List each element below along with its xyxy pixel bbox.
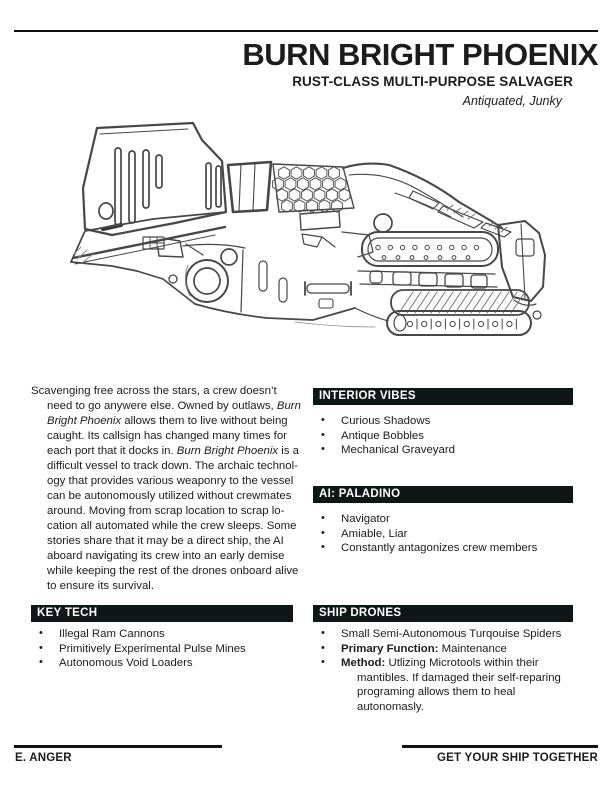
ship-tagline: Antiquated, Junky	[462, 94, 562, 108]
bullet-item	[39, 642, 293, 657]
text-line: • Mechanical Graveyard	[341, 444, 455, 457]
page-title: BURN BRIGHT PHOENIX	[242, 37, 598, 72]
text-line: autonomasly.	[357, 700, 424, 713]
text-line: need to go anywere else. Owned by outlaws, Burn	[47, 400, 301, 412]
ship-class-subtitle: RUST-CLASS MULTI-PURPOSE SALVAGER	[292, 74, 573, 89]
text-line: Scavenging free across the stars, a crew doesn’t	[31, 385, 277, 397]
footer-author: E. ANGER	[15, 752, 72, 764]
text-line: • Amiable, Liar	[341, 527, 408, 540]
text-line: stories share that it may be a direct ship, the AI	[47, 535, 284, 547]
text-line: • Curious Shadows	[341, 415, 431, 427]
section-ai-paladino	[313, 486, 573, 556]
text-line: programing allows them to heal	[357, 686, 516, 699]
ship-description	[31, 384, 303, 594]
text-line: • Small Semi-Autonomous Turqouise Spiders	[341, 628, 562, 640]
bullet-item	[321, 512, 573, 527]
bullet-item	[321, 414, 573, 429]
text-line: • Primitively Experimental Pulse Mines	[59, 642, 246, 655]
key-tech-list	[31, 627, 293, 671]
text-line: difficult vessel to track down. The archaic technol-	[47, 460, 298, 472]
bullet-item	[39, 656, 293, 671]
text-line: • Illegal Ram Cannons	[59, 628, 165, 640]
ai-paladino-list	[313, 512, 573, 556]
text-line: Bright Phoenix allows them to live without being	[47, 415, 288, 427]
text-line: cation all automated while the crew sleeps. Some	[47, 520, 297, 532]
interior-vibes-list	[313, 414, 573, 458]
footer-motto: GET YOUR SHIP TOGETHER	[437, 752, 598, 764]
section-ship-drones	[313, 605, 573, 715]
bullet-item	[321, 627, 573, 642]
text-line: mantibles. If damaged their self-reparing	[357, 671, 561, 684]
masthead	[242, 39, 598, 108]
bullet-item	[321, 429, 573, 444]
text-line: • Navigator	[341, 513, 390, 525]
section-header-ship-drones: SHIP DRONES	[313, 605, 573, 622]
section-header-ai-paladino: AI: PALADINO	[313, 486, 573, 503]
text-line: • Autonomous Void Loaders	[59, 657, 193, 670]
ship-drones-list	[313, 627, 573, 715]
text-line: aboard navigating its crew into an early demise	[47, 550, 285, 562]
text-line: • Constantly antagonizes crew members	[341, 542, 538, 555]
bullet-item	[321, 443, 573, 458]
text-line: to ensure its survival.	[47, 580, 154, 592]
top-rule	[14, 30, 598, 32]
bullet-item	[39, 627, 293, 642]
text-line: caught. Its callsign has changed many times for	[47, 430, 287, 442]
bullet-item	[321, 541, 573, 556]
text-line: while keeping the rest of the drones onboard alive	[47, 565, 299, 577]
text-line: around. Moving from scrap location to scrap lo-	[47, 505, 285, 517]
text-line: • Antique Bobbles	[341, 429, 424, 442]
text-line: • Primary Function: Maintenance	[341, 642, 507, 655]
section-header-interior-vibes: INTERIOR VIBES	[313, 388, 573, 405]
text-line: ogy that provides various weaponry to the vessel	[47, 475, 294, 487]
section-header-key-tech: KEY TECH	[31, 605, 293, 622]
bullet-item	[321, 642, 573, 657]
text-line: each port that it docks in. Burn Bright Phoenix is a	[47, 445, 299, 457]
bullet-item	[321, 656, 573, 714]
footer-rule-left	[14, 745, 222, 748]
footer-rule-right	[402, 745, 598, 748]
section-key-tech	[31, 605, 293, 671]
text-line: • Method: Utlizing Microtools within their	[341, 657, 539, 670]
section-interior-vibes	[313, 388, 573, 458]
salvager-ship-sketch	[55, 115, 560, 365]
text-line: can be autonomously utilized without crewmates	[47, 490, 292, 502]
bullet-item	[321, 527, 573, 542]
